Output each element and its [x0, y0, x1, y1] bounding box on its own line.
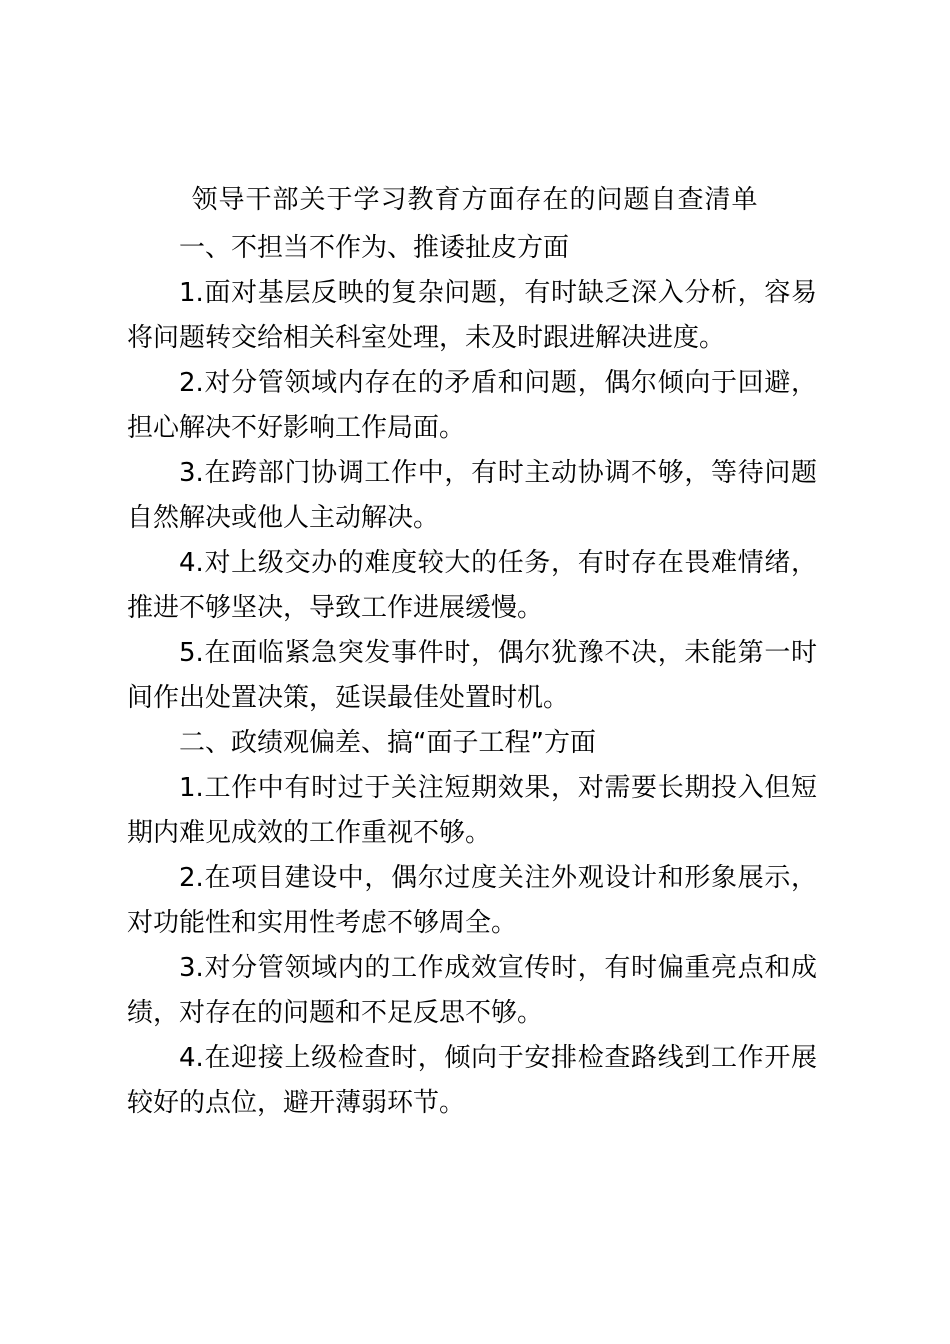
- section-heading-1: 一、不担当不作为、推诿扯皮方面: [179, 233, 570, 263]
- list-item: 5.在面临紧急突发事件时，偶尔犹豫不决，未能第一时间作出处置决策，延误最佳处置时机。: [127, 638, 817, 713]
- list-item: 2.在项目建设中，偶尔过度关注外观设计和形象展示，对功能性和实用性考虑不够周全。: [127, 863, 817, 938]
- list-item: 1.面对基层反映的复杂问题，有时缺乏深入分析，容易将问题转交给相关科室处理，未及时跟进解决进度。: [127, 278, 817, 353]
- list-item: 3.在跨部门协调工作中，有时主动协调不够，等待问题自然解决或他人主动解决。: [127, 458, 817, 533]
- list-item: 4.在迎接上级检查时，倾向于安排检查路线到工作开展较好的点位，避开薄弱环节。: [127, 1043, 817, 1118]
- section-heading-2: 二、政绩观偏差、搞“面子工程”方面: [179, 728, 596, 758]
- list-item: 2.对分管领域内存在的矛盾和问题，偶尔倾向于回避，担心解决不好影响工作局面。: [127, 368, 817, 443]
- list-item: 1.工作中有时过于关注短期效果，对需要长期投入但短期内难见成效的工作重视不够。: [127, 773, 817, 848]
- document-title: 领导干部关于学习教育方面存在的问题自查清单: [191, 185, 759, 215]
- list-item: 4.对上级交办的难度较大的任务，有时存在畏难情绪，推进不够坚决，导致工作进展缓慢。: [127, 548, 817, 623]
- document-body: [127, 226, 817, 1126]
- list-item: 3.对分管领域内的工作成效宣传时，有时偏重亮点和成绩，对存在的问题和不足反思不够。: [127, 953, 817, 1028]
